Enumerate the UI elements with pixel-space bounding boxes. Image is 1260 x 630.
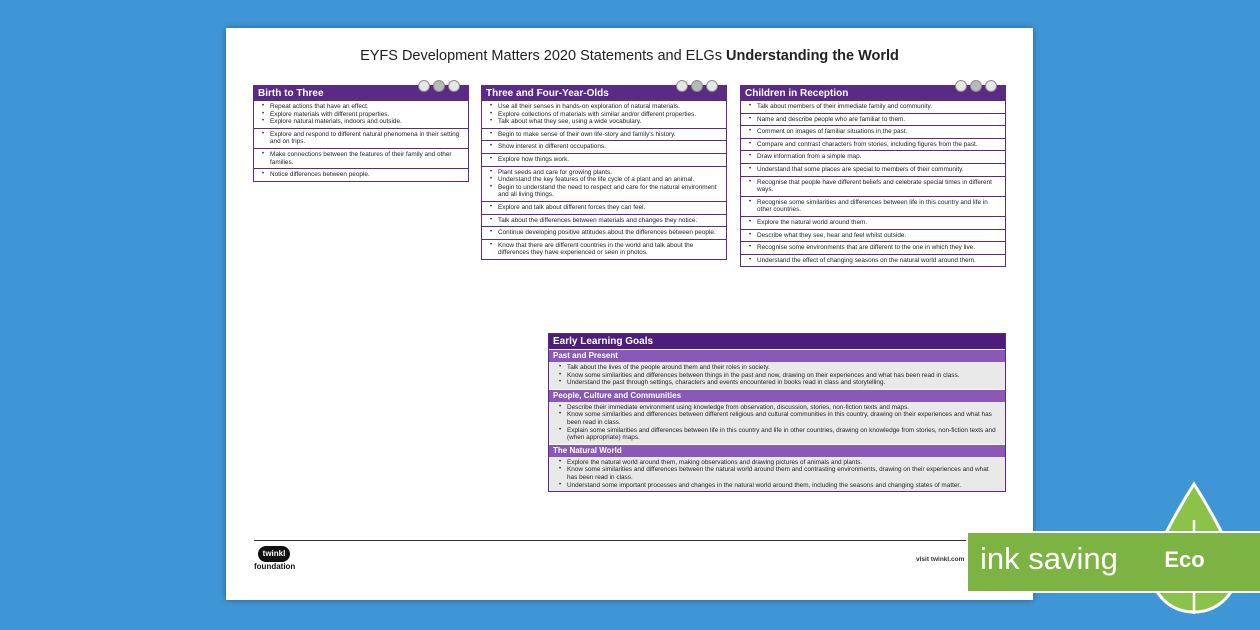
elg-item: • Know some similarities and differences between different religious and cultural communities in this country, drawing on their experiences and what has been read in class. — [567, 411, 999, 426]
ink-saving-banner — [966, 531, 1260, 593]
bullet-list — [258, 171, 464, 179]
elg-header: Early Learning Goals — [549, 334, 1005, 349]
bullet-list — [486, 204, 722, 212]
statement-item: • Understand the effect of changing seasons on the natural world around them. — [757, 257, 1001, 265]
bullet-list — [486, 217, 722, 225]
binder-rings-icon — [418, 80, 460, 92]
statement-item: • Talk about the differences between materials and changes they notice. — [498, 217, 722, 225]
statement-group — [254, 128, 468, 148]
statement-item: • Explore and talk about different forces they can feel. — [498, 204, 722, 212]
statement-item: • Explore the natural world around them. — [757, 219, 1001, 227]
bullet-list — [745, 166, 1001, 174]
footer-divider — [254, 540, 1005, 541]
elg-section-title: People, Culture and Communities — [549, 389, 1005, 402]
bullet-list — [555, 364, 999, 387]
elg-item: • Know some similarities and differences between the natural world around them and contrasting environments, drawing on their experiences and what has been read in class. — [567, 466, 999, 481]
statement-item: • Describe what they see, hear and feel whilst outside. — [757, 232, 1001, 240]
statement-group — [482, 153, 726, 166]
statement-group — [741, 125, 1005, 138]
bullet-list — [745, 153, 1001, 161]
twinkl-logo — [254, 546, 300, 574]
bullet-list — [745, 179, 1001, 194]
statement-group — [741, 113, 1005, 126]
bullet-list — [745, 219, 1001, 227]
statement-group — [741, 176, 1005, 196]
statement-item: • Understand the key features of the life cycle of a plant and an animal. — [498, 176, 722, 184]
elg-section-body — [549, 402, 1005, 444]
bullet-list — [745, 141, 1001, 149]
bullet-list — [486, 143, 722, 151]
statement-item: • Explore materials with different properties. — [270, 111, 464, 119]
bullet-list — [555, 404, 999, 442]
bullet-list — [486, 156, 722, 164]
visit-link[interactable]: visit twinkl.com — [916, 556, 965, 563]
statement-group — [741, 216, 1005, 229]
statement-item: • Show interest in different occupations. — [498, 143, 722, 151]
bullet-list — [486, 242, 722, 257]
panel-three-and-four — [481, 85, 727, 260]
statement-group — [482, 201, 726, 214]
elg-item: • Understand some important processes and changes in the natural world around them, including the seasons and changing states of matter. — [567, 482, 999, 490]
elg-section-body — [549, 457, 1005, 491]
panel-groups — [254, 101, 468, 181]
elg-section-body — [549, 362, 1005, 389]
statement-item: • Talk about what they see, using a wide vocabulary. — [498, 118, 722, 126]
bullet-list — [486, 103, 722, 126]
statement-item: • Recognise some environments that are different to the one in which they live. — [757, 244, 1001, 252]
statement-group — [482, 239, 726, 259]
panel-birth-to-three — [253, 85, 469, 182]
statement-item: • Explore and respond to different natural phenomena in their setting and on trips. — [270, 131, 464, 146]
ink-saving-label: ink saving — [980, 541, 1118, 576]
eco-badge: Eco — [1164, 547, 1205, 572]
statement-group — [482, 226, 726, 239]
statement-item: • Begin to understand the need to respect and care for the natural environment and all living things. — [498, 184, 722, 199]
binder-rings-icon — [955, 80, 997, 92]
statement-item: • Begin to make sense of their own life-story and family's history. — [498, 131, 722, 139]
worksheet-page — [226, 28, 1033, 600]
statement-item: • Make connections between the features of their family and other families. — [270, 151, 464, 166]
statement-item: • Know that there are different countries in the world and talk about the differences they have experienced or seen in photos. — [498, 242, 722, 257]
title-bold: Understanding the World — [725, 48, 899, 64]
elg-item: • Know some similarities and differences between things in the past and now, drawing on their experiences and what has been read in class. — [567, 372, 999, 380]
elg-item: • Understand the past through settings, characters and events encountered in books read in class and storytelling. — [567, 379, 999, 387]
statement-group — [741, 150, 1005, 163]
elg-sections — [549, 349, 1005, 491]
elg-item: • Describe their immediate environment using knowledge from observation, discussion, stories, non-fiction texts and maps. — [567, 404, 999, 412]
statement-item: • Recognise some similarities and differences between life in this country and life in other countries. — [757, 199, 1001, 214]
early-learning-goals — [548, 333, 1006, 492]
bullet-list — [486, 131, 722, 139]
elg-item: • Explain some similarities and differences between life in this country and life in other countries, drawing on knowledge from stories, non-fiction texts and (when appropriate) maps. — [567, 427, 999, 442]
bullet-list — [745, 232, 1001, 240]
bullet-list — [555, 459, 999, 489]
statement-item: • Recognise that people have different beliefs and celebrate special times in different ways. — [757, 179, 1001, 194]
statement-item: • Name and describe people who are familiar to them. — [757, 116, 1001, 124]
statement-item: • Explore collections of materials with similar and/or different properties. — [498, 111, 722, 119]
bullet-list — [258, 103, 464, 126]
statement-group — [254, 148, 468, 168]
panel-groups — [482, 101, 726, 259]
page-title — [226, 48, 1033, 64]
binder-rings-icon — [676, 80, 718, 92]
bullet-list — [745, 128, 1001, 136]
statement-group — [741, 101, 1005, 113]
bullet-list — [486, 169, 722, 199]
elg-item: • Explore the natural world around them, making observations and drawing pictures of animals and plants. — [567, 459, 999, 467]
statement-item: • Use all their senses in hands-on exploration of natural materials. — [498, 103, 722, 111]
statement-group — [741, 163, 1005, 176]
bullet-list — [745, 199, 1001, 214]
bullet-list — [745, 103, 1001, 111]
logo-foundation-text: foundation — [254, 562, 296, 571]
statement-group — [482, 128, 726, 141]
title-prefix: EYFS Development Matters 2020 Statements and ELGs — [360, 48, 722, 64]
panel-title: Birth to Three — [258, 88, 324, 99]
statement-group — [741, 138, 1005, 151]
statement-group — [254, 101, 468, 128]
statement-group — [482, 101, 726, 128]
statement-group — [741, 241, 1005, 254]
statement-item: • Understand that some places are special to members of their community. — [757, 166, 1001, 174]
statement-group — [482, 166, 726, 201]
elg-section-title: The Natural World — [549, 444, 1005, 457]
elg-item: • Talk about the lives of the people around them and their roles in society. — [567, 364, 999, 372]
bullet-list — [745, 116, 1001, 124]
statement-item: • Draw information from a simple map. — [757, 153, 1001, 161]
statement-item: • Repeat actions that have an effect. — [270, 103, 464, 111]
statement-item: • Continue developing positive attitudes about the differences between people. — [498, 229, 722, 237]
statement-group — [741, 229, 1005, 242]
elg-section-title: Past and Present — [549, 349, 1005, 362]
bullet-list — [745, 244, 1001, 252]
panel-groups — [741, 101, 1005, 266]
panel-children-in-reception — [740, 85, 1006, 267]
logo-cloud-icon: twinkl — [258, 546, 290, 562]
bullet-list — [745, 257, 1001, 265]
statement-group — [254, 168, 468, 181]
statement-item: • Notice differences between people. — [270, 171, 464, 179]
statement-item: • Explore how things work. — [498, 156, 722, 164]
statement-group — [482, 214, 726, 227]
panel-header — [254, 86, 468, 101]
bullet-list — [486, 229, 722, 237]
bullet-list — [258, 151, 464, 166]
statement-item: • Compare and contrast characters from stories, including figures from the past. — [757, 141, 1001, 149]
panel-header — [482, 86, 726, 101]
bullet-list — [258, 131, 464, 146]
statement-group — [741, 196, 1005, 216]
statement-group — [482, 140, 726, 153]
statement-item: • Talk about members of their immediate family and community. — [757, 103, 1001, 111]
panel-title: Children in Reception — [745, 88, 849, 99]
statement-item: • Comment on images of familiar situations in the past. — [757, 128, 1001, 136]
panel-title: Three and Four-Year-Olds — [486, 88, 609, 99]
statement-group — [741, 254, 1005, 267]
statement-item: • Explore natural materials, indoors and outside. — [270, 118, 464, 126]
panel-header — [741, 86, 1005, 101]
statement-item: • Plant seeds and care for growing plants. — [498, 169, 722, 177]
